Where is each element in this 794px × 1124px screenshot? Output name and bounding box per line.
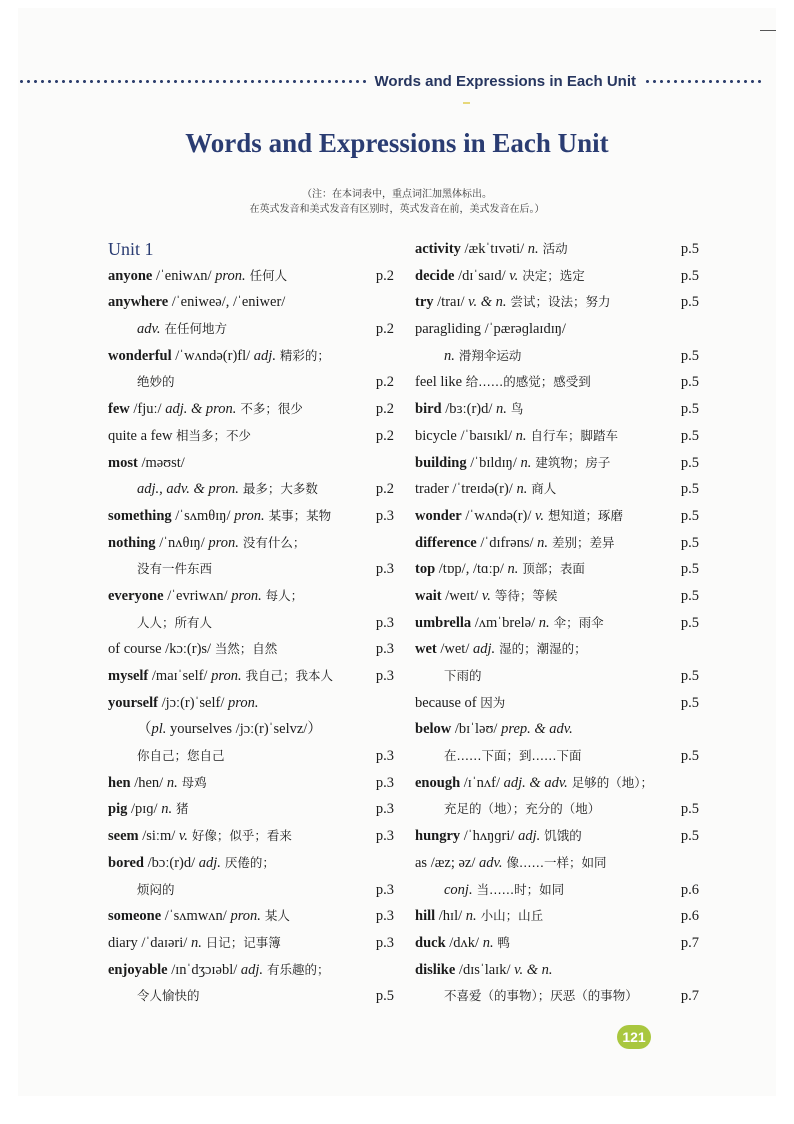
page-ref: p.5 xyxy=(680,694,699,711)
vocab-line xyxy=(108,983,394,1010)
vocab-line xyxy=(415,903,699,930)
headword: something xyxy=(108,507,172,524)
page-ref: p.5 xyxy=(680,668,699,684)
note-line-1: （注：在本词表中，重点词汇加黑体标出。 xyxy=(302,189,492,200)
part-of-speech: pron. xyxy=(208,534,239,551)
headword: everyone xyxy=(108,587,164,604)
part-of-speech: n. xyxy=(515,427,527,444)
page-ref: p.3 xyxy=(375,614,394,631)
headword: bird xyxy=(415,401,442,418)
definition: 湿的；潮湿的； xyxy=(495,641,587,657)
vocab-line xyxy=(108,316,394,343)
page-ref: p.5 xyxy=(680,748,699,765)
vocab-line xyxy=(415,770,699,797)
page-ref: p.5 xyxy=(680,507,699,524)
vocab-line xyxy=(108,743,394,770)
pronunciation: /wet/ xyxy=(436,641,473,658)
definition: 下雨的 xyxy=(444,668,482,683)
vocab-line xyxy=(415,583,699,610)
page-ref: p.5 xyxy=(680,801,699,818)
definition: 像……一样；如同 xyxy=(502,854,607,870)
part-of-speech: v. xyxy=(509,267,519,284)
definition: 想知道；琢磨 xyxy=(544,507,623,523)
definition: 等待；等候 xyxy=(490,587,558,603)
headword: duck xyxy=(415,934,446,951)
vocab-line xyxy=(415,450,699,477)
vocab-line xyxy=(415,503,699,530)
pronunciation: /hen/ xyxy=(130,774,167,791)
definition: 滑翔伞运动 xyxy=(454,347,522,363)
vocab-line xyxy=(415,877,699,904)
vocab-line xyxy=(108,770,394,797)
running-header-title: Words and Expressions in Each Unit xyxy=(374,72,636,90)
page-ref: p.5 xyxy=(680,561,699,578)
headword: most xyxy=(108,454,138,471)
headword: activity xyxy=(415,241,461,257)
pronunciation: /pɪɡ/ xyxy=(127,801,162,818)
vocab-line xyxy=(415,957,699,984)
vocab-line xyxy=(415,850,699,877)
page-ref: p.3 xyxy=(375,881,394,898)
part-of-speech: pron. xyxy=(211,668,242,684)
page-ref: p.5 xyxy=(680,294,699,311)
pronunciation: /ɪnˈdʒɔɪəbl/ xyxy=(167,961,241,978)
pronunciation: /ˈeniwʌn/ xyxy=(152,267,216,284)
vocab-line xyxy=(108,610,394,637)
definition: 绝妙的 xyxy=(137,374,175,390)
part-of-speech: n. xyxy=(190,934,202,951)
pronunciation: /dɪsˈlaɪk/ xyxy=(455,961,515,978)
page-title: Words and Expressions in Each Unit xyxy=(185,128,609,158)
right-column xyxy=(415,236,699,1010)
part-of-speech: v. & n. xyxy=(514,961,553,978)
definition: 自行车；脚踏车 xyxy=(526,427,619,443)
vocab-line xyxy=(415,716,699,743)
part-of-speech: pron. xyxy=(231,587,262,604)
definition: 任何人 xyxy=(245,267,288,283)
definition: 商人 xyxy=(527,481,557,497)
part-of-speech: v. xyxy=(535,507,545,524)
definition: 有乐趣的； xyxy=(263,961,330,977)
page-ref: p.3 xyxy=(375,748,394,765)
page-ref: p.3 xyxy=(375,641,394,658)
page-ref: p.7 xyxy=(680,988,699,1005)
vocab-line xyxy=(108,716,394,743)
part-of-speech: n. xyxy=(527,241,539,257)
definition: 鸭 xyxy=(493,934,511,950)
headword: enjoyable xyxy=(108,961,168,978)
part-of-speech: pron. xyxy=(228,694,259,711)
vocab-line xyxy=(415,663,699,690)
page-ref: p.3 xyxy=(375,828,394,845)
definition: 某人 xyxy=(260,908,290,924)
definition: 你自己；您自己 xyxy=(137,748,225,764)
vocab-line xyxy=(108,663,394,690)
definition: 尝试；设法；努力 xyxy=(506,294,611,310)
page-ref: p.5 xyxy=(680,267,699,284)
definition: 决定；选定 xyxy=(518,267,585,283)
vocab-line xyxy=(108,556,394,583)
headword: seem xyxy=(108,828,139,845)
definition: 给……的感觉；感受到 xyxy=(465,374,591,390)
part-of-speech: v. & n. xyxy=(468,294,507,311)
pronunciation: bicycle /ˈbaɪsɪkl/ xyxy=(415,427,516,444)
definition: 差别；差异 xyxy=(548,534,615,550)
pronunciation: diary /ˈdaɪəri/ xyxy=(108,934,191,951)
page-ref: p.5 xyxy=(680,401,699,418)
definition: 当然；自然 xyxy=(214,641,278,657)
headword: dislike xyxy=(415,961,456,978)
definition: 厌倦的； xyxy=(220,854,275,870)
pronunciation: /ˈsʌmθɪŋ/ xyxy=(171,507,235,524)
definition: 顶部；表面 xyxy=(518,561,585,577)
part-of-speech: v. xyxy=(481,587,491,604)
page-ref: p.5 xyxy=(680,534,699,551)
page-ref: p.5 xyxy=(680,828,699,845)
headword: top xyxy=(415,561,436,578)
vocab-line xyxy=(108,289,394,316)
dotted-rule-left xyxy=(18,80,367,83)
definition: 伞；雨伞 xyxy=(549,614,604,630)
part-of-speech: n. xyxy=(482,934,494,951)
headword: wonder xyxy=(415,507,462,524)
vocab-line xyxy=(415,636,699,663)
definition: 猪 xyxy=(172,801,189,817)
vocab-line xyxy=(108,263,394,290)
vocab-line xyxy=(415,823,699,850)
part-of-speech: n. xyxy=(465,908,477,925)
part-of-speech: v. xyxy=(178,828,188,845)
page-ref: p.5 xyxy=(375,988,394,1005)
part-of-speech: prep. & adv. xyxy=(501,721,573,738)
definition: 母鸡 xyxy=(177,774,207,790)
definition: 最多；大多数 xyxy=(238,481,318,497)
vocab-line xyxy=(415,930,699,957)
definition: 好像；似乎；看来 xyxy=(187,828,292,844)
vocab-line xyxy=(108,930,394,957)
headword: building xyxy=(415,454,467,471)
dotted-rule-right xyxy=(644,80,762,83)
pronunciation: /ˈhʌŋɡri/ xyxy=(460,828,519,845)
vocab-line xyxy=(108,583,394,610)
pronunciation: /ˈdɪfrəns/ xyxy=(476,534,538,551)
page-ref: p.3 xyxy=(375,934,394,951)
definition: 令人愉快的 xyxy=(137,988,200,1004)
page-ref: p.3 xyxy=(375,668,394,684)
page-ref: p.3 xyxy=(375,561,394,578)
definition: 没有什么； xyxy=(238,534,306,550)
pronunciation: /siːm/ xyxy=(138,828,179,845)
pronunciation: /weɪt/ xyxy=(441,587,482,604)
vocab-line xyxy=(415,476,699,503)
definition: 饥饿的 xyxy=(540,828,582,844)
page-ref: p.2 xyxy=(375,374,394,391)
part-of-speech: n. xyxy=(520,454,532,471)
page-ref: p.5 xyxy=(680,347,699,364)
part-of-speech: adj. xyxy=(198,854,221,871)
headword: wait xyxy=(415,587,442,604)
page-ref: p.5 xyxy=(680,241,699,257)
part-of-speech: adj. xyxy=(253,347,276,364)
vocab-line xyxy=(108,476,394,503)
vocab-line xyxy=(415,983,699,1010)
page-ref: p.7 xyxy=(680,934,699,951)
vocab-line xyxy=(415,556,699,583)
definition: 因为 xyxy=(480,694,506,710)
definition: 不喜爱（的事物）；厌恶（的事物） xyxy=(444,988,638,1004)
page-ref: p.2 xyxy=(375,481,394,498)
headword: wet xyxy=(415,641,437,658)
pronunciation: because of xyxy=(415,694,481,711)
pronunciation: trader /ˈtreɪdə(r)/ xyxy=(415,481,517,498)
page-ref: p.3 xyxy=(375,908,394,925)
definition: 烦闷的 xyxy=(137,881,175,897)
headword: anyone xyxy=(108,267,153,284)
corner-rule xyxy=(760,30,776,31)
pronunciation: as /æz; əz/ xyxy=(415,854,480,871)
vocab-line xyxy=(415,316,699,343)
part-of-speech: adj. xyxy=(518,828,541,845)
vocab-line xyxy=(108,796,394,823)
part-of-speech: n. xyxy=(161,801,173,818)
vocab-line xyxy=(415,236,699,263)
pronunciation: /ækˈtɪvəti/ xyxy=(460,241,528,257)
headword: someone xyxy=(108,908,162,925)
running-header xyxy=(18,72,762,90)
pronunciation: /jɔː(r)ˈself/ xyxy=(157,694,228,711)
part-of-speech: pl. xyxy=(151,721,167,738)
part-of-speech: n. xyxy=(516,481,528,498)
vocab-line xyxy=(108,450,394,477)
decorative-tick xyxy=(463,102,470,104)
headword: hungry xyxy=(415,828,461,845)
pronunciation: /ɪˈnʌf/ xyxy=(460,774,504,791)
vocab-line xyxy=(108,343,394,370)
definition: 足够的（地）； xyxy=(567,774,654,790)
part-of-speech: adv. xyxy=(479,854,503,871)
pronunciation: /dɪˈsaɪd/ xyxy=(454,267,510,284)
pronunciation: （ xyxy=(137,721,152,738)
definition: 日记；记事簿 xyxy=(201,934,281,950)
definition: 我自己；我本人 xyxy=(241,668,334,683)
headword: hill xyxy=(415,908,436,925)
vocab-line xyxy=(415,796,699,823)
pronunciation: of course /kɔː(r)s/ xyxy=(108,641,215,658)
headword: myself xyxy=(108,668,149,684)
definition: 某事；某物 xyxy=(264,507,332,523)
definition: 小山；山丘 xyxy=(476,908,544,924)
vocab-line xyxy=(415,369,699,396)
definition: 建筑物；房子 xyxy=(531,454,611,470)
headword: try xyxy=(415,294,434,311)
headword: few xyxy=(108,401,130,418)
vocab-line xyxy=(415,690,699,717)
part-of-speech: pron. xyxy=(234,507,265,524)
headword: below xyxy=(415,721,452,738)
page-ref: p.6 xyxy=(680,908,699,925)
pronunciation: /hɪl/ xyxy=(435,908,466,925)
pronunciation: paragliding /ˈpærəɡlaɪdɪŋ/ xyxy=(415,321,566,338)
page-ref: p.6 xyxy=(680,881,699,898)
vocab-line xyxy=(415,530,699,557)
vocab-line xyxy=(108,903,394,930)
pronunciation: /fjuː/ xyxy=(129,401,166,418)
pronunciation: /dʌk/ xyxy=(445,934,483,951)
part-of-speech: pron. xyxy=(215,267,246,284)
headword: difference xyxy=(415,534,477,551)
vocab-line xyxy=(108,396,394,423)
page-ref: p.5 xyxy=(680,481,699,498)
definition: 不多；很少 xyxy=(236,401,303,417)
part-of-speech: pron. xyxy=(230,908,261,925)
page-ref: p.3 xyxy=(375,507,394,524)
part-of-speech: adj. xyxy=(240,961,264,978)
part-of-speech: adv. xyxy=(137,321,161,338)
page-ref: p.3 xyxy=(375,774,394,791)
vocab-line xyxy=(108,530,394,557)
vocab-line xyxy=(108,690,394,717)
pronunciation: /ˈwʌndə(r)fl/ xyxy=(171,347,254,364)
definition: 人人；所有人 xyxy=(137,614,213,630)
definition: 在任何地方 xyxy=(160,321,227,337)
pronunciation: /ˈwʌndə(r)/ xyxy=(461,507,536,524)
vocab-line xyxy=(415,743,699,770)
pronunciation: /ˈbɪldɪŋ/ xyxy=(466,454,521,471)
unit-heading: Unit 1 xyxy=(108,239,154,259)
pronunciation: /ˈeniweə/, /ˈeniwer/ xyxy=(168,294,286,311)
definition: 精彩的； xyxy=(275,347,330,363)
pronunciation: /bɔː(r)d/ xyxy=(144,854,199,871)
vocab-line xyxy=(108,636,394,663)
pronunciation: /məʊst/ xyxy=(137,454,185,471)
page-ref: p.2 xyxy=(375,321,394,338)
headword: decide xyxy=(415,267,455,284)
pronunciation: /ˈnʌθɪŋ/ xyxy=(155,534,209,551)
pronunciation: quite a few xyxy=(108,427,177,444)
headword: enough xyxy=(415,774,461,791)
headword: yourself xyxy=(108,694,158,711)
definition: 没有一件东西 xyxy=(137,561,213,577)
part-of-speech: adj. & pron. xyxy=(165,401,237,418)
part-of-speech: adj. xyxy=(473,641,496,658)
pronunciation: /maɪˈself/ xyxy=(148,668,212,684)
vocab-line xyxy=(108,877,394,904)
part-of-speech: n. xyxy=(507,561,519,578)
pronunciation: /traɪ/ xyxy=(433,294,469,311)
definition: 当……时；如同 xyxy=(472,881,565,897)
definition: 相当多；不少 xyxy=(176,427,252,443)
vocab-line xyxy=(415,423,699,450)
headword: umbrella xyxy=(415,614,472,631)
part-of-speech: adj. & adv. xyxy=(503,774,568,791)
plural-form: yourselves /jɔː(r)ˈselvz/） xyxy=(166,721,322,738)
part-of-speech: conj. xyxy=(444,881,473,898)
pronunciation: /ʌmˈbrelə/ xyxy=(471,614,539,631)
page-number-badge: 121 xyxy=(617,1025,651,1049)
part-of-speech: n. xyxy=(496,401,507,418)
definition: 鸟 xyxy=(506,401,524,417)
definition: 活动 xyxy=(538,241,568,256)
vocab-line xyxy=(415,396,699,423)
definition: 每人； xyxy=(261,587,304,603)
vocab-line xyxy=(108,823,394,850)
page-ref: p.5 xyxy=(680,374,699,391)
left-column xyxy=(108,236,394,1010)
definition: 充足的（地）；充分的（地） xyxy=(444,801,601,817)
headword: anywhere xyxy=(108,294,169,311)
pronunciation: /bɪˈləʊ/ xyxy=(451,721,502,738)
note xyxy=(0,187,794,217)
vocab-line xyxy=(415,263,699,290)
page-ref: p.2 xyxy=(375,267,394,284)
headword: hen xyxy=(108,774,131,791)
headword: wonderful xyxy=(108,347,172,364)
page-ref: p.5 xyxy=(680,454,699,471)
vocab-line xyxy=(108,369,394,396)
vocab-line xyxy=(108,423,394,450)
part-of-speech: n. xyxy=(537,534,549,551)
pronunciation: feel like xyxy=(415,374,466,391)
pronunciation: /ˈsʌmwʌn/ xyxy=(161,908,231,925)
vocab-line xyxy=(415,610,699,637)
part-of-speech: n. xyxy=(166,774,178,791)
note-line-2: 在英式发音和美式发音有区别时，英式发音在前，美式发音在后。） xyxy=(249,204,545,215)
headword: pig xyxy=(108,801,128,818)
headword: nothing xyxy=(108,534,156,551)
vocab-line xyxy=(108,957,394,984)
part-of-speech: n. xyxy=(444,347,455,364)
page-ref: p.5 xyxy=(680,427,699,444)
vocab-line xyxy=(108,850,394,877)
part-of-speech: n. xyxy=(538,614,550,631)
vocab-line xyxy=(415,289,699,316)
pronunciation: /bɜː(r)d/ xyxy=(441,401,497,418)
page-ref: p.3 xyxy=(375,801,394,818)
headword: bored xyxy=(108,854,144,871)
page-ref: p.5 xyxy=(680,587,699,604)
page-ref: p.5 xyxy=(680,614,699,631)
vocab-line xyxy=(108,503,394,530)
pronunciation: /ˈevriwʌn/ xyxy=(163,587,232,604)
vocab-line xyxy=(415,343,699,370)
page-ref: p.2 xyxy=(375,401,394,418)
part-of-speech: adj., adv. & pron. xyxy=(137,481,239,498)
pronunciation: /tɒp/, /tɑːp/ xyxy=(435,561,508,578)
definition: 在……下面；到……下面 xyxy=(444,748,582,764)
page-ref: p.2 xyxy=(375,427,394,444)
